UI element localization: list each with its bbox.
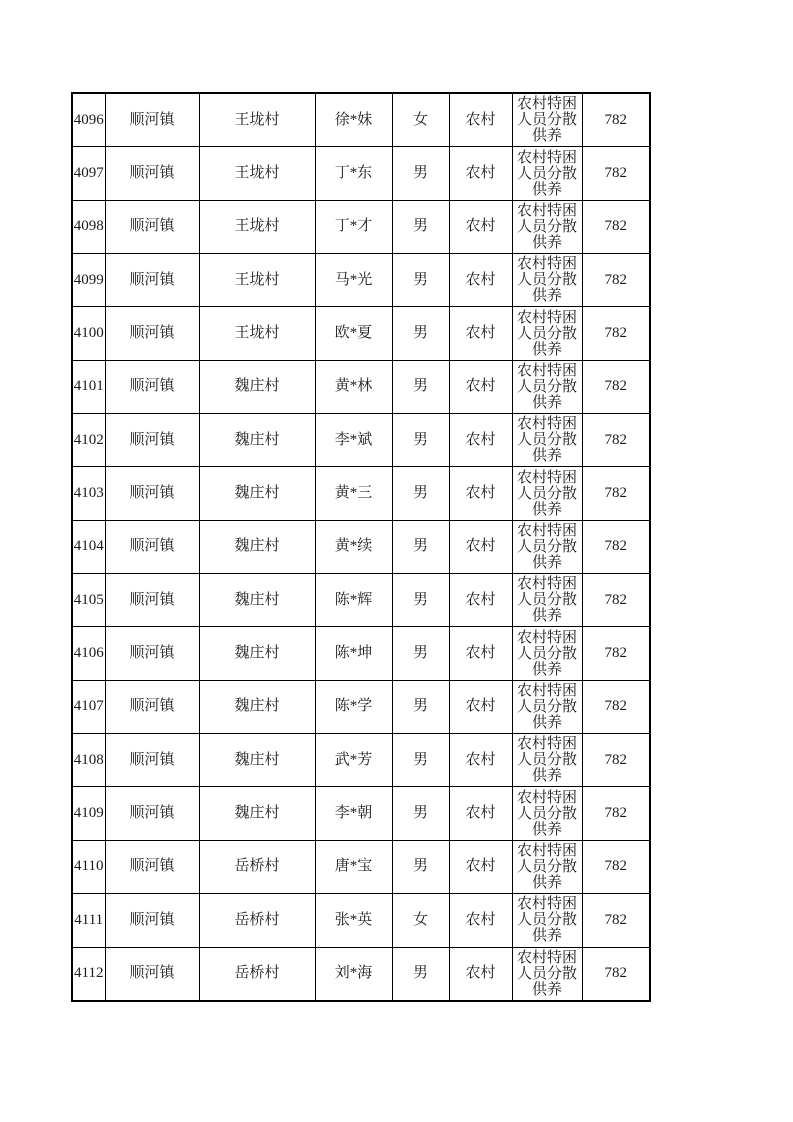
table-cell: 唐*宝 [315,840,392,893]
table-cell: 黄*林 [315,360,392,413]
table-cell: 男 [392,254,449,307]
table-cell: 男 [392,627,449,680]
table-cell: 4097 [72,147,105,200]
table-cell: 男 [392,574,449,627]
table-cell: 男 [392,147,449,200]
table-cell: 顺河镇 [105,520,199,573]
table-cell: 4112 [72,947,105,1001]
table-cell: 顺河镇 [105,947,199,1001]
table-cell: 魏庄村 [199,734,315,787]
table-cell: 农村特困人员分散供养 [512,307,582,360]
table-cell: 丁*才 [315,200,392,253]
table-cell: 顺河镇 [105,360,199,413]
table-cell: 王垅村 [199,307,315,360]
table-cell: 农村 [449,200,512,253]
table-cell: 农村特困人员分散供养 [512,467,582,520]
table-cell: 男 [392,520,449,573]
table-cell: 王垅村 [199,93,315,147]
table-row [72,467,650,520]
table-cell: 4101 [72,360,105,413]
table-cell: 4107 [72,680,105,733]
table-row [72,894,650,947]
table-cell: 农村 [449,414,512,467]
table-cell: 农村特困人员分散供养 [512,360,582,413]
table-cell: 782 [582,467,650,520]
table-cell: 顺河镇 [105,787,199,840]
table-cell: 782 [582,414,650,467]
table-cell: 魏庄村 [199,627,315,680]
table-cell: 顺河镇 [105,200,199,253]
table-cell: 顺河镇 [105,574,199,627]
table-cell: 农村特困人员分散供养 [512,520,582,573]
table-cell: 782 [582,734,650,787]
table-cell: 4102 [72,414,105,467]
table-cell: 顺河镇 [105,254,199,307]
table-cell: 农村 [449,93,512,147]
table-cell: 农村 [449,574,512,627]
table-cell: 男 [392,947,449,1001]
table-cell: 782 [582,93,650,147]
table-cell: 782 [582,947,650,1001]
table-cell: 农村特困人员分散供养 [512,894,582,947]
table-row [72,787,650,840]
table-cell: 男 [392,360,449,413]
table-cell: 顺河镇 [105,894,199,947]
table-cell: 农村 [449,360,512,413]
table-cell: 4106 [72,627,105,680]
table-cell: 4104 [72,520,105,573]
table-cell: 顺河镇 [105,307,199,360]
table-cell: 4096 [72,93,105,147]
table-cell: 岳桥村 [199,840,315,893]
table-cell: 4100 [72,307,105,360]
table-cell: 农村 [449,520,512,573]
table-cell: 陈*学 [315,680,392,733]
table-cell: 张*英 [315,894,392,947]
table-cell: 顺河镇 [105,93,199,147]
table-cell: 782 [582,680,650,733]
table-cell: 782 [582,307,650,360]
table-cell: 男 [392,200,449,253]
table-cell: 农村特困人员分散供养 [512,627,582,680]
table-cell: 782 [582,627,650,680]
table-row [72,627,650,680]
table-cell: 782 [582,520,650,573]
table-row [72,200,650,253]
table-cell: 782 [582,787,650,840]
table-cell: 4098 [72,200,105,253]
table-cell: 农村特困人员分散供养 [512,840,582,893]
table-cell: 4108 [72,734,105,787]
table-cell: 4110 [72,840,105,893]
table-body [72,93,650,1001]
table-row [72,307,650,360]
table-cell: 农村特困人员分散供养 [512,254,582,307]
table-cell: 岳桥村 [199,947,315,1001]
table-cell: 农村 [449,307,512,360]
table-cell: 魏庄村 [199,467,315,520]
table-cell: 陈*坤 [315,627,392,680]
table-cell: 男 [392,680,449,733]
table-cell: 农村特困人员分散供养 [512,93,582,147]
table-cell: 农村 [449,734,512,787]
table-cell: 男 [392,787,449,840]
table-cell: 魏庄村 [199,787,315,840]
table-row [72,520,650,573]
table-cell: 4105 [72,574,105,627]
table-cell: 女 [392,894,449,947]
table-cell: 782 [582,894,650,947]
table-cell: 岳桥村 [199,894,315,947]
table-cell: 魏庄村 [199,680,315,733]
table-cell: 男 [392,840,449,893]
table-row [72,360,650,413]
table-cell: 农村特困人员分散供养 [512,787,582,840]
table-cell: 魏庄村 [199,574,315,627]
table-cell: 782 [582,574,650,627]
table-cell: 男 [392,414,449,467]
table-cell: 女 [392,93,449,147]
table-cell: 农村特困人员分散供养 [512,200,582,253]
table-cell: 农村特困人员分散供养 [512,574,582,627]
table-cell: 农村 [449,467,512,520]
table-cell: 农村 [449,627,512,680]
table-row [72,254,650,307]
table-cell: 黄*三 [315,467,392,520]
table-cell: 农村特困人员分散供养 [512,947,582,1001]
table-cell: 782 [582,200,650,253]
table-cell: 王垅村 [199,254,315,307]
table-cell: 王垅村 [199,147,315,200]
table-cell: 魏庄村 [199,520,315,573]
table-row [72,947,650,1001]
table-row [72,840,650,893]
beneficiary-table [71,92,651,1002]
table-cell: 农村 [449,947,512,1001]
table-cell: 782 [582,254,650,307]
table-cell: 徐*妹 [315,93,392,147]
table-cell: 男 [392,467,449,520]
table-cell: 4111 [72,894,105,947]
table-cell: 李*朝 [315,787,392,840]
table-cell: 农村 [449,894,512,947]
table-cell: 782 [582,147,650,200]
table-cell: 农村特困人员分散供养 [512,734,582,787]
table-cell: 男 [392,307,449,360]
table-cell: 农村 [449,254,512,307]
table-cell: 丁*东 [315,147,392,200]
table-cell: 陈*辉 [315,574,392,627]
table-cell: 顺河镇 [105,840,199,893]
table-cell: 农村 [449,840,512,893]
table-cell: 魏庄村 [199,414,315,467]
table-cell: 顺河镇 [105,147,199,200]
table-cell: 王垅村 [199,200,315,253]
table-cell: 4099 [72,254,105,307]
table-cell: 782 [582,840,650,893]
table-row [72,680,650,733]
table-cell: 农村 [449,147,512,200]
table-cell: 农村 [449,787,512,840]
table-cell: 男 [392,734,449,787]
table-row [72,734,650,787]
table-cell: 农村 [449,680,512,733]
table-cell: 农村特困人员分散供养 [512,147,582,200]
table-cell: 农村特困人员分散供养 [512,414,582,467]
table-cell: 顺河镇 [105,467,199,520]
table-cell: 黄*续 [315,520,392,573]
table-row [72,574,650,627]
table-cell: 欧*夏 [315,307,392,360]
table-cell: 782 [582,360,650,413]
table-cell: 魏庄村 [199,360,315,413]
table-row [72,414,650,467]
table-cell: 武*芳 [315,734,392,787]
table-cell: 顺河镇 [105,680,199,733]
table-cell: 4109 [72,787,105,840]
table-cell: 刘*海 [315,947,392,1001]
table-cell: 顺河镇 [105,734,199,787]
table-cell: 李*斌 [315,414,392,467]
table-cell: 顺河镇 [105,414,199,467]
table-cell: 农村特困人员分散供养 [512,680,582,733]
table-cell: 顺河镇 [105,627,199,680]
table-row [72,93,650,147]
table-cell: 4103 [72,467,105,520]
table-row [72,147,650,200]
table-cell: 马*光 [315,254,392,307]
